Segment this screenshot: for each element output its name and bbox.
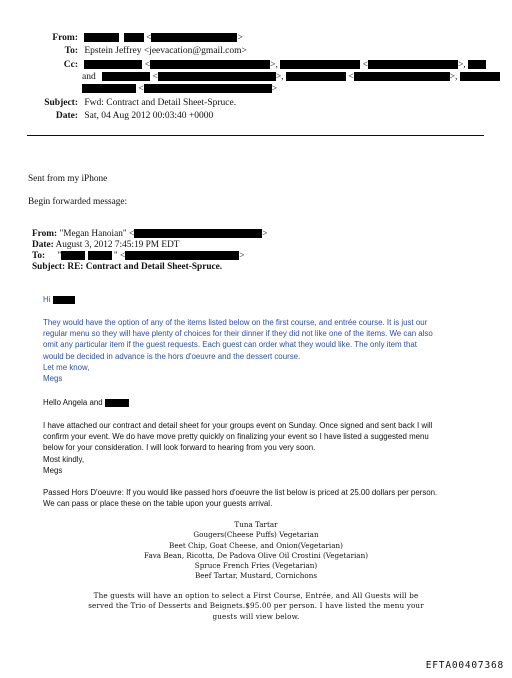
to-label: To:	[64, 46, 78, 56]
menu-item: Beef Tartar, Mustard, Cornichons	[194, 571, 318, 581]
menu-item: Tuna Tartar	[234, 520, 278, 529]
menu-item: Gougers(Cheese Puffs) Vegetarian	[193, 530, 319, 540]
fwd-to-value: "	[57, 251, 62, 261]
redaction	[84, 60, 142, 69]
fwd-to-row: To: " " < >	[32, 251, 245, 261]
closing-line: guests will view below.	[212, 611, 300, 621]
original-line: I have attached our contract and detail sheet for your groups event on Sunday. Once signed and sent back I will	[43, 421, 433, 430]
header-cc-row-2: and < >, < >,	[82, 71, 500, 83]
sent-from-iphone: Sent from my iPhone	[28, 174, 108, 184]
original-line: confirm your event. We do have move pretty quickly on finalizing your event so I have listed a suggested menu	[43, 432, 429, 442]
passed-line: We can pass or place these on the table upon your guests arrival.	[43, 499, 273, 509]
header-date-row	[40, 110, 213, 122]
header-cc-row-3: < >	[82, 83, 277, 95]
redaction	[354, 72, 450, 81]
date-value: Sat, 04 Aug 2012 00:03:40 +0000	[84, 111, 214, 121]
fwd-date-value: August 3, 2012 7:45:19 PM EDT	[55, 240, 180, 250]
redaction	[151, 33, 237, 42]
redaction	[105, 399, 129, 407]
redaction	[286, 72, 346, 81]
passed-line: Passed Hors D'oeuvre: If you would like passed hors d'oeuvre the list below is priced at 25.00 dollars per person.	[43, 488, 438, 497]
from-label: From:	[52, 33, 78, 43]
menu-list	[0, 520, 512, 582]
redaction	[82, 84, 136, 93]
redaction	[468, 60, 486, 69]
header-from-row: From: < >	[40, 32, 243, 44]
original-greeting-row	[43, 397, 129, 408]
redaction	[102, 72, 150, 81]
reply-line: regular menu so they will have plenty of choices for their dinner if they did not like one of the items. We can also	[43, 329, 433, 339]
fwd-subject-row	[32, 262, 222, 273]
redaction	[124, 33, 144, 42]
redaction	[150, 60, 270, 69]
original-greeting: Hello Angela and	[43, 398, 103, 407]
fwd-subject-label: Subject:	[32, 262, 66, 272]
original-line: below for your consideration. I will look forward to hearing from you very soon.	[43, 443, 316, 453]
fwd-subject-value: RE: Contract and Detail Sheet-Spruce.	[67, 262, 223, 272]
reply-let-me-know: Let me know,	[43, 362, 90, 372]
closing-line: The guests will have an option to select a First Course, Entrée, and All Guests will be	[93, 591, 419, 600]
to-value: Epstein Jeffrey <jeevacation@gmail.com>	[84, 46, 247, 56]
reply-line: omit any particular item if the guest requests. Each guest can order what they would like. The only item that	[43, 340, 417, 350]
redaction	[460, 72, 500, 81]
header-divider	[27, 135, 484, 136]
redaction	[53, 296, 75, 304]
reply-greeting-row	[43, 294, 75, 305]
header-subject-row	[40, 97, 236, 109]
begin-forwarded: Begin forwarded message:	[28, 197, 128, 207]
header-to-row	[40, 45, 247, 57]
reply-signature: Megs	[43, 374, 63, 384]
menu-item: Beet Chip, Goat Cheese, and Onion(Vegetarian)	[169, 540, 343, 550]
redaction	[88, 251, 112, 260]
reply-greeting: Hi	[43, 295, 51, 304]
redaction	[125, 251, 239, 260]
fwd-from-row: From: "Megan Hanoian" < >	[32, 229, 268, 239]
bates-number: EFTA00407368	[425, 660, 504, 671]
fwd-to-label: To:	[32, 251, 46, 261]
original-signature: Megs	[43, 465, 63, 475]
redaction	[158, 72, 276, 81]
subject-label: Subject:	[44, 98, 78, 108]
redaction	[134, 229, 262, 238]
reply-line: They would have the option of any of the items listed below on the first course, and entrée course. It is just our	[43, 318, 428, 327]
passed-hors-doeuvre	[43, 487, 437, 509]
closing-note	[0, 591, 512, 622]
reply-line: would be decided in advance is the hors d'oeuvre and the dessert course.	[43, 351, 301, 361]
fwd-date-row	[32, 240, 179, 251]
menu-item: Fava Bean, Ricotta, De Padova Olive Oil Crostini (Vegetarian)	[143, 550, 369, 560]
original-most-kindly: Most kindly,	[43, 454, 85, 464]
redaction	[61, 251, 85, 260]
cc-label: Cc:	[63, 60, 78, 70]
fwd-from-value: "Megan Hanoian" <	[59, 229, 135, 239]
fwd-from-label: From:	[32, 229, 58, 239]
redaction	[368, 60, 458, 69]
reply-paragraph	[43, 317, 433, 384]
redaction	[84, 33, 119, 42]
menu-item: Spruce French Fries (Vegetarian)	[194, 561, 318, 571]
date-label: Date:	[55, 111, 78, 121]
cc-and: and	[82, 72, 96, 82]
subject-value: Fwd: Contract and Detail Sheet-Spruce.	[84, 98, 237, 108]
header-cc-row: Cc: < >, < >,	[40, 59, 486, 71]
redaction	[280, 60, 360, 69]
redaction	[144, 84, 272, 93]
closing-line: served the Trio of Desserts and Beignets.$95.00 per person. I have listed the menu your	[88, 601, 424, 611]
original-paragraph	[43, 420, 432, 476]
fwd-date-label: Date:	[32, 240, 54, 250]
